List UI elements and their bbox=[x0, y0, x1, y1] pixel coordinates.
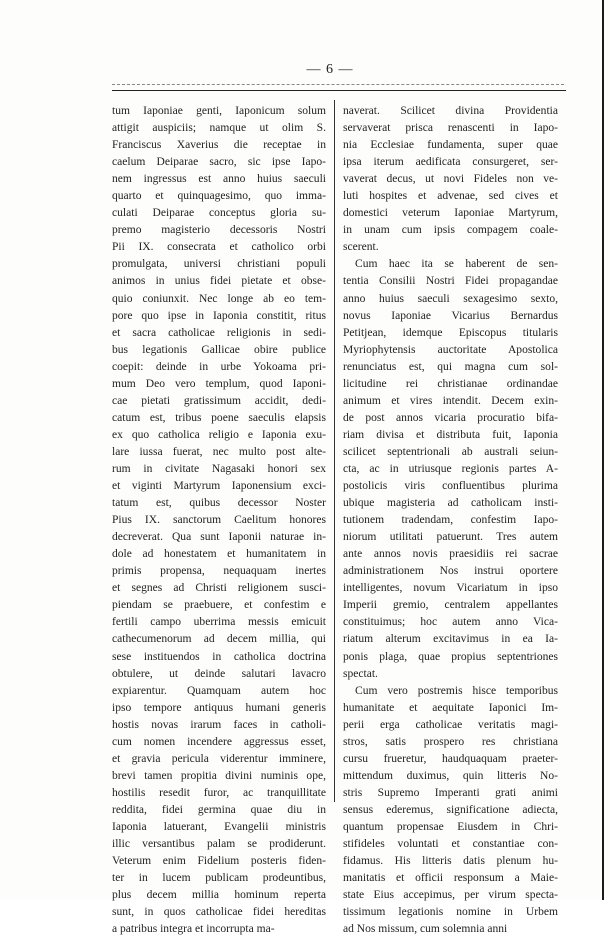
text-line: hostis novas irarum faces in catholi- bbox=[112, 718, 326, 731]
text-line: sensus ederemus, significatione adiecta, bbox=[343, 803, 558, 816]
text-line: tutionem tradendam, confestim Iapo- bbox=[343, 514, 558, 527]
text-line: tentia Consilii Nostri Fidei propagandae bbox=[343, 275, 558, 288]
text-line: domestici veterum Iaponiae Martyrum, bbox=[343, 207, 558, 220]
text-line: nem ingressus est anno huius saeculi bbox=[112, 173, 326, 186]
text-line: constituimus; hoc autem anno Vica- bbox=[343, 616, 558, 629]
text-line: Franciscus Xaverius die receptae in bbox=[112, 139, 326, 152]
text-line: et sacra catholicae religionis in sedi- bbox=[112, 326, 326, 339]
text-line: et gravia pericula viderentur imminere, bbox=[112, 752, 326, 765]
text-line: stros, satis prospero res christiana bbox=[343, 735, 558, 748]
text-line: sunt, in quos catholicae fidei hereditas bbox=[112, 906, 326, 919]
text-line: licitudine rei christianae ordinandae bbox=[343, 377, 558, 390]
text-line: sese instituendos in catholica doctrina bbox=[112, 650, 326, 663]
text-line: Imperii gremio, centralem appellantes bbox=[343, 599, 558, 612]
text-line: quantum propensae Eiusdem in Chri- bbox=[343, 820, 558, 833]
text-line: niorum utilitati patuerunt. Tres autem bbox=[343, 531, 558, 544]
text-line: ante annos novis praesidiis rei sacrae bbox=[343, 548, 558, 561]
text-line: mittendum duximus, quin litteris No- bbox=[343, 769, 558, 782]
text-line: scerent. bbox=[343, 241, 379, 254]
text-line: riam divisa et distributa fuit, Iaponia bbox=[343, 428, 558, 441]
text-line: ponis plaga, quae propius septentriones bbox=[343, 650, 558, 663]
text-line: cae pietati gratissimum accidit, dedi- bbox=[112, 394, 326, 407]
text-line: a patribus integra et incorrupta ma- bbox=[112, 923, 275, 936]
text-line: quio coniunxit. Nec longe ab eo tem- bbox=[112, 292, 326, 305]
text-line: intelligentes, novum Vicariatum in ipso bbox=[343, 582, 558, 595]
text-line: scilicet septentrionali ab australi seiun- bbox=[343, 445, 558, 458]
text-line: spectat. bbox=[343, 667, 378, 680]
right-column bbox=[343, 103, 558, 938]
text-line: Iaponia latuerant, Evangelii ministris bbox=[112, 820, 326, 833]
text-line: Cum vero postremis hisce temporibus bbox=[355, 684, 558, 697]
text-line: tatum est, quibus decessor Noster bbox=[112, 497, 326, 510]
text-line: rum in civitate Nagasaki honori sex bbox=[112, 462, 326, 475]
text-line: plus decem millia hominum reperta bbox=[112, 889, 326, 902]
text-line: decreverat. Qua sunt Iaponii naturae in- bbox=[112, 531, 326, 544]
text-line: novus Iaponiae Vicarius Bernardus bbox=[343, 309, 558, 322]
text-line: et viginti Martyrum Iaponensium exci- bbox=[112, 480, 326, 493]
text-line: ubique magisteria ad catholicam insti- bbox=[343, 497, 558, 510]
text-line: perii erga catholicae veritatis magi- bbox=[343, 718, 558, 731]
text-line: expiarentur. Quamquam autem hoc bbox=[112, 684, 326, 697]
text-line: postolicis viris confluentibus plurima bbox=[343, 480, 558, 493]
text-line: cathecumenorum ad decem millia, qui bbox=[112, 633, 326, 646]
page-number: — 6 — bbox=[306, 62, 354, 77]
text-line: de post annos vicaria procuratio bifa- bbox=[343, 411, 558, 424]
page-edge-shadow bbox=[602, 0, 604, 900]
text-line: administrationem Nos instrui oportere bbox=[343, 565, 558, 578]
text-line: lare iussa fuerat, nec multo post alte- bbox=[112, 445, 326, 458]
text-line: obtulere, ut deinde salutari lavacro bbox=[112, 667, 326, 680]
text-line: animos in unius fidei pietate et obse- bbox=[112, 275, 326, 288]
column-divider bbox=[334, 100, 335, 802]
text-line: state Eius accepimus, per virum specta- bbox=[343, 889, 558, 902]
text-line: ad Nos missum, cum solemnia anni bbox=[343, 923, 508, 936]
text-line: illic versantibus palam se prodiderunt. bbox=[112, 838, 326, 851]
text-line: cum nomen incendere aggressus esset, bbox=[112, 735, 326, 748]
text-line: et segnes ad Christi religionem susci- bbox=[112, 582, 326, 595]
text-line: tum Iaponiae genti, Iaponicum solum bbox=[112, 105, 326, 117]
text-line: Pius IX. sanctorum Caelitum honores bbox=[112, 514, 326, 527]
text-line: mum Deo vero templum, quod Iaponi- bbox=[112, 377, 326, 390]
text-line: renunciatus est, qui magna cum sol- bbox=[343, 360, 558, 373]
text-line: Myriophytensis auctoritate Apostolica bbox=[343, 343, 558, 356]
text-line: piendam se praebuere, et confestim e bbox=[112, 599, 326, 612]
text-line: fidamus. His litteris datis plenum hu- bbox=[343, 855, 558, 868]
text-line: in unam cum ipsis compagem coale- bbox=[343, 224, 558, 237]
header-rule bbox=[112, 90, 566, 91]
text-line: ipso tempore antiquus humani generis bbox=[112, 701, 326, 714]
text-line: cta, ac in utriusque regionis partes A- bbox=[343, 462, 558, 475]
text-line: premo magisterio decessoris Nostri bbox=[112, 224, 326, 237]
text-line: ipsa iterum aedificata consurgeret, ser- bbox=[343, 156, 558, 169]
text-line: caelum Deiparae sacro, sic ipse Iapo- bbox=[112, 156, 326, 169]
text-line: ter in lucem publicam prodeuntibus, bbox=[112, 872, 326, 885]
text-line: reddita, fidei germina quae diu in bbox=[112, 803, 326, 816]
text-line: cursu frueretur, haudquaquam praeter- bbox=[343, 752, 558, 765]
left-column bbox=[112, 103, 326, 938]
text-line: servaverat prisca renascenti in Iapo- bbox=[343, 122, 558, 135]
text-line: riatum alterum excitavimus in ea Ia- bbox=[343, 633, 558, 646]
text-line: catum est, tribus poene saeculis elapsis bbox=[112, 411, 326, 424]
text-line: stifideles voluntati et constantiae con- bbox=[343, 838, 558, 851]
text-line: dole ad honestatem et humanitatem in bbox=[112, 548, 326, 561]
text-line: quarto et quinquagesimo, quo imma- bbox=[112, 190, 326, 203]
text-line: Petitjean, idemque Episcopus titularis bbox=[343, 326, 558, 339]
text-line: naverat. Scilicet divina Providentia bbox=[343, 105, 558, 117]
text-line: stris Supremo Imperanti grati animi bbox=[343, 786, 558, 799]
text-line: coepit: deinde in urbe Yokoama pri- bbox=[112, 360, 326, 373]
text-line: Cum haec ita se haberent de sen- bbox=[355, 258, 558, 271]
text-line: nia Ecclesiae fundamenta, super quae bbox=[343, 139, 558, 152]
text-line: attigit auspiciis; namque ut olim S. bbox=[112, 122, 326, 135]
text-line: anno huius saeculi sexagesimo sexto, bbox=[343, 292, 558, 305]
text-line: culati Deiparae conceptus gloria su- bbox=[112, 207, 326, 220]
text-line: fertili campo uberrima messis emicuit bbox=[112, 616, 326, 629]
top-dotted-rule bbox=[112, 84, 564, 85]
text-line: luti hospites et advenae, sed cives et bbox=[343, 190, 558, 203]
text-line: promulgata, universi christiani populi bbox=[112, 258, 326, 271]
text-line: animum et vires intendit. Decem exin- bbox=[343, 394, 558, 407]
text-line: ex quo catholica religio e Iaponia exu- bbox=[112, 428, 326, 441]
text-line: primis propensa, nequaquam inertes bbox=[112, 565, 326, 578]
text-line: manitatis et officii responsum a Maie- bbox=[343, 872, 558, 885]
text-line: hostilis resedit furor, ac tranquillitate bbox=[112, 786, 326, 799]
text-line: brevi tamen propitia divini numinis ope, bbox=[112, 769, 326, 782]
text-line: Pii IX. consecrata et catholico orbi bbox=[112, 241, 326, 254]
text-line: Veterum enim Fidelium posteris fiden- bbox=[112, 855, 326, 868]
text-line: tissimum legationis nomine in Urbem bbox=[343, 906, 558, 919]
text-line: humanitate et aequitate Iaponici Im- bbox=[343, 701, 558, 714]
text-line: vaverat decus, ut novi Fideles non ve- bbox=[343, 173, 558, 186]
text-line: pore quo ipse in Iaponia constitit, ritus bbox=[112, 309, 326, 322]
text-line: bus legationis Gallicae obire publice bbox=[112, 343, 326, 356]
